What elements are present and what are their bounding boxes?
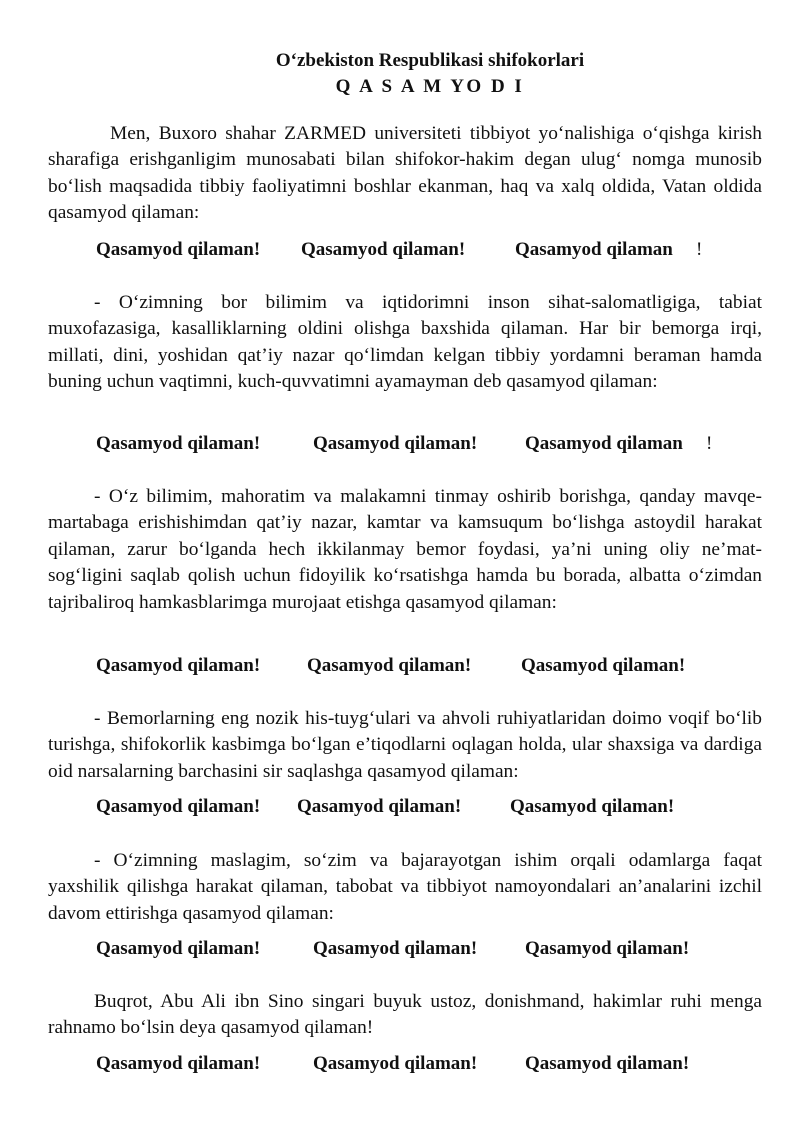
document-title: O‘zbekiston Respublikasi shifokorlari xyxy=(275,50,585,71)
document-subtitle: Q A S A M YO D I xyxy=(335,76,525,97)
oath-refrain-1: Qasamyod qilaman! xyxy=(96,655,261,676)
oath-refrain-3: Qasamyod qilaman xyxy=(525,433,683,454)
oath-refrain-1: Qasamyod qilaman! xyxy=(96,796,261,817)
oath-refrain-exclamation: ! xyxy=(706,433,713,454)
oath-paragraph-skills: - O‘z bilimim, mahoratim va malakamni tinmay oshirib borishga, qanday mavqe-martabaga erishishimdan qat’iy nazar, kamtar va kamsuqum bo‘lishga astoydil harakat qilaman, zarur bo‘lganda hech ikkilanmay bemor foydasi, ya’ni uning oliy ne’mat- sog‘ligini saqlab qolish uchun fidoyilik ko‘rsatishga hamda bu borada, albatta o‘zimdan tajribaliroq hamkasblarimga murojaat etishga qasamyod qilaman: xyxy=(48,486,762,613)
oath-refrain-3: Qasamyod qilaman! xyxy=(521,655,686,676)
oath-refrain-exclamation: ! xyxy=(696,239,703,260)
oath-paragraph-traditions: - O‘zimning maslagim, so‘zim va bajarayotgan ishim orqali odamlarga faqat yaxshilik qilishga harakat qilaman, tabobat va tibbiyot namoyondalari an’analarini izchil davom ettirishga qasamyod qilaman: xyxy=(48,850,762,924)
oath-refrain-1: Qasamyod qilaman! xyxy=(96,938,261,959)
oath-refrain-2: Qasamyod qilaman! xyxy=(313,433,478,454)
oath-paragraph-masters: Buqrot, Abu Ali ibn Sino singari buyuk ustoz, donishmand, hakimlar ruhi menga rahnamo bo‘lsin deya qasamyod qilaman! xyxy=(48,991,762,1039)
oath-paragraph-intro: Men, Buxoro shahar ZARMED universiteti tibbiyot yo‘nalishiga o‘qishga kirish sharafiga erishganligim munosabati bilan shifokor-hakim degan ulug‘ nomga munosib bo‘lish maqsadida tibbiy faoliyatimni boshlar ekanman, haq va xalq oldida, Vatan oldida qasamyod qilaman: xyxy=(48,123,762,224)
oath-paragraph-knowledge: - O‘zimning bor bilimim va iqtidorimni inson sihat-salomatligiga, tabiat muxofazasiga, kasalliklarning oldini olishga baxshida qilaman. Har bir bemorga irqi, millati, dini, yoshidan qat’iy nazar qo‘limdan kelgan tibbiy yordamni beraman hamda buning uchun vaqtimni, kuch-quvvatimni ayamayman deb qasamyod qilaman: xyxy=(48,292,762,393)
oath-refrain-1: Qasamyod qilaman! xyxy=(96,239,261,260)
oath-paragraph-confidentiality: - Bemorlarning eng nozik his-tuyg‘ulari va ahvoli ruhiyatlaridan doimo voqif bo‘lib turishga, shifokorlik kasbimga bo‘lgan e’tiqodlarni oqlagan holda, ular shaxsiga va dardiga oid narsalarning barchasini sir saqlashga qasamyod qilaman: xyxy=(48,708,762,782)
oath-refrain-1: Qasamyod qilaman! xyxy=(96,1053,261,1074)
oath-refrain-2: Qasamyod qilaman! xyxy=(313,1053,478,1074)
oath-refrain-3: Qasamyod qilaman xyxy=(515,239,673,260)
oath-refrain-3: Qasamyod qilaman! xyxy=(510,796,675,817)
oath-refrain-1: Qasamyod qilaman! xyxy=(96,433,261,454)
oath-refrain-2: Qasamyod qilaman! xyxy=(297,796,462,817)
oath-refrain-2: Qasamyod qilaman! xyxy=(313,938,478,959)
oath-refrain-2: Qasamyod qilaman! xyxy=(307,655,472,676)
oath-refrain-3: Qasamyod qilaman! xyxy=(525,938,690,959)
oath-refrain-2: Qasamyod qilaman! xyxy=(301,239,466,260)
oath-refrain-3: Qasamyod qilaman! xyxy=(525,1053,690,1074)
